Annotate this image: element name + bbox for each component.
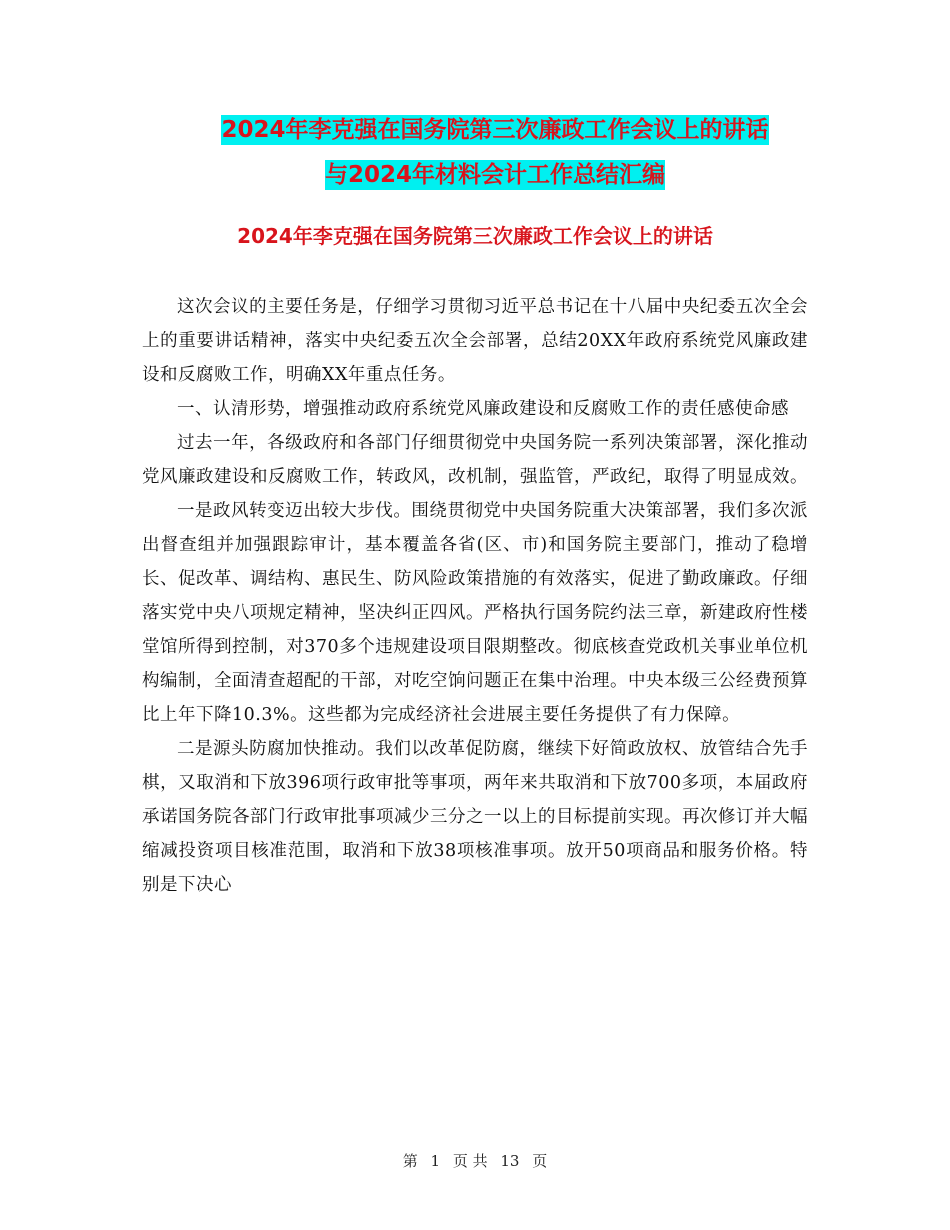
document-body [142,290,808,902]
footer-suffix: 页 [532,1152,548,1170]
paragraph: 二是源头防腐加快推动。我们以改革促防腐，继续下好简政放权、放管结合先手棋，又取消和下放396项行政审批等事项，两年来共取消和下放700多项，本届政府承诺国务院各部门行政审批事项减少三分之一以上的目标提前实现。再次修订并大幅缩减投资项目核准范围，取消和下放38项核准事项。放开50项商品和服务价格。特别是下决心 [142,739,808,895]
paragraph: 这次会议的主要任务是，仔细学习贯彻习近平总书记在十八届中央纪委五次全会上的重要讲话精神，落实中央纪委五次全会部署，总结20XX年政府系统党风廉政建设和反腐败工作，明确XX年重点任务。 [142,297,808,385]
paragraph: 过去一年，各级政府和各部门仔细贯彻党中央国务院一系列决策部署，深化推动党风廉政建设和反腐败工作，转政风，改机制，强监管，严政纪，取得了明显成效。 [142,433,808,487]
footer-middle: 页 共 [452,1152,488,1170]
page-footer [0,1150,950,1171]
paragraph: 一是政风转变迈出较大步伐。围绕贯彻党中央国务院重大决策部署，我们多次派出督查组并加强跟踪审计，基本覆盖各省(区、市)和国务院主要部门，推动了稳增长、促改革、调结构、惠民生、防风险政策措施的有效落实，促进了勤政廉政。仔细落实党中央八项规定精神，坚决纠正四风。严格执行国务院约法三章，新建政府性楼堂馆所得到控制，对370多个违规建设项目限期整改。彻底核查党政机关事业单位机构编制，全面清查超配的干部，对吃空饷问题正在集中治理。中央本级三公经费预算比上年下降10.3%。这些都为完成经济社会进展主要任务提供了有力保障。 [142,501,808,725]
footer-total-pages: 13 [500,1152,520,1170]
section-title: 2024年李克强在国务院第三次廉政工作会议上的讲话 [237,224,713,248]
paragraph: 一、认清形势，增强推动政府系统党风廉政建设和反腐败工作的责任感使命感 [177,399,789,419]
document-title [150,108,840,198]
footer-page-number: 1 [430,1152,441,1170]
title-line-1: 2024年李克强在国务院第三次廉政工作会议上的讲话 [221,117,769,143]
title-line-2: 与2024年材料会计工作总结汇编 [324,162,665,188]
footer-prefix: 第 [402,1152,418,1170]
